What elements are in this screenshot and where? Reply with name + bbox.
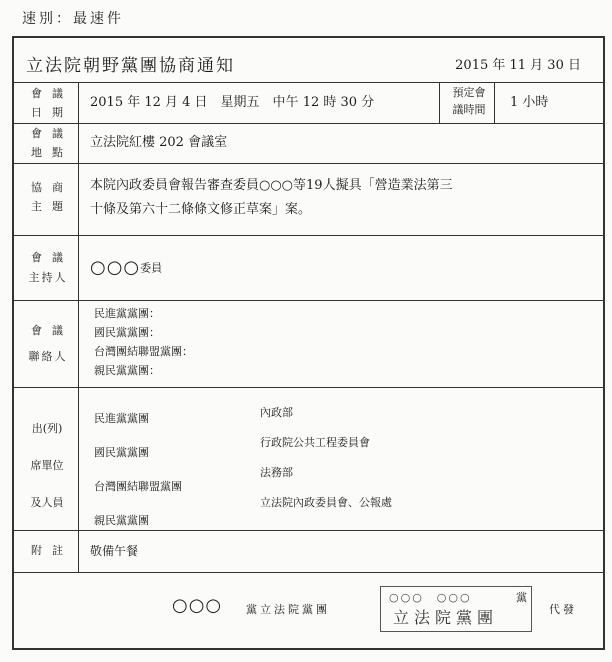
contact-item: 民進黨黨團： [94, 307, 160, 320]
chair-value [90, 257, 162, 280]
location-label: 會議 地點 [31, 127, 73, 159]
signatory-caucus: 黨立法院黨團 [246, 603, 330, 616]
row-divider [14, 123, 603, 124]
chair-title: 委員 [140, 261, 163, 275]
label-column-divider [78, 82, 79, 572]
location-value: 立法院紅樓 202 會議室 [90, 135, 228, 150]
row-divider [14, 82, 603, 83]
subject-label: 協商 主題 [31, 181, 73, 213]
attending-agency: 內政部 [260, 406, 293, 419]
remarks-label: 附註 [31, 544, 73, 557]
attending-agency: 立法院內政委員會、公報處 [260, 496, 392, 509]
chair-name: ○○○ [90, 257, 141, 278]
attending-caucus: 台灣團結聯盟黨團 [94, 480, 182, 493]
attending-caucus: 親民黨黨團 [94, 514, 149, 527]
attending-caucus: 國民黨黨團 [94, 446, 149, 459]
attendees-label: 出(列) 席單位 及人員 [30, 422, 64, 509]
subject-line-1: 本院內政委員會報告審查委員○○○等19人擬具「營造業法第三 [90, 178, 453, 193]
contact-item: 台灣團結聯盟黨團： [94, 345, 193, 358]
seal-mark: 黨 [516, 591, 527, 604]
subject-line-2: 十條及第六十二條條文修正草案」案。 [90, 202, 312, 217]
row-divider [14, 387, 603, 388]
duration-value: 1 小時 [510, 95, 549, 110]
remarks-value: 敬備午餐 [90, 544, 139, 558]
contacts-label: 會議 聯絡人 [28, 324, 73, 363]
attending-caucus-list [94, 402, 182, 538]
delivery-speed: 速別：最速件 [22, 11, 124, 27]
contacts-list [94, 304, 193, 380]
row-divider [14, 300, 603, 301]
notice-date: 2015 年 11 月 30 日 [455, 58, 581, 73]
issued-by: 代發 [549, 603, 577, 616]
meeting-date-label: 會議 日期 [31, 87, 73, 119]
meeting-date-value: 2015 年 12 月 4 日 星期五 中午 12 時 30 分 [90, 95, 375, 110]
attending-agency: 法務部 [260, 466, 293, 479]
chair-label: 會議 主持人 [28, 251, 73, 284]
contact-item: 親民黨黨團： [94, 364, 160, 377]
attending-agency-list [260, 398, 392, 518]
signatory-name: ○○○ [172, 595, 223, 616]
attending-agency: 行政院公共工程委員會 [260, 436, 370, 449]
seal-organization: 立法院黨團 [393, 608, 499, 627]
contact-item: 國民黨黨團： [94, 326, 160, 339]
notice-title: 立法院朝野黨團協商通知 [26, 56, 235, 76]
notice-form [12, 36, 605, 650]
duration-divider [439, 82, 440, 123]
attending-caucus: 民進黨黨團 [94, 412, 149, 425]
seal-names: ○○○ ○○○ [389, 591, 472, 604]
row-divider [14, 163, 603, 164]
row-divider [14, 572, 603, 573]
row-divider [14, 235, 603, 236]
duration-label: 預定會 議時間 [452, 86, 486, 116]
caucus-seal [380, 586, 532, 632]
duration-divider [494, 82, 495, 123]
